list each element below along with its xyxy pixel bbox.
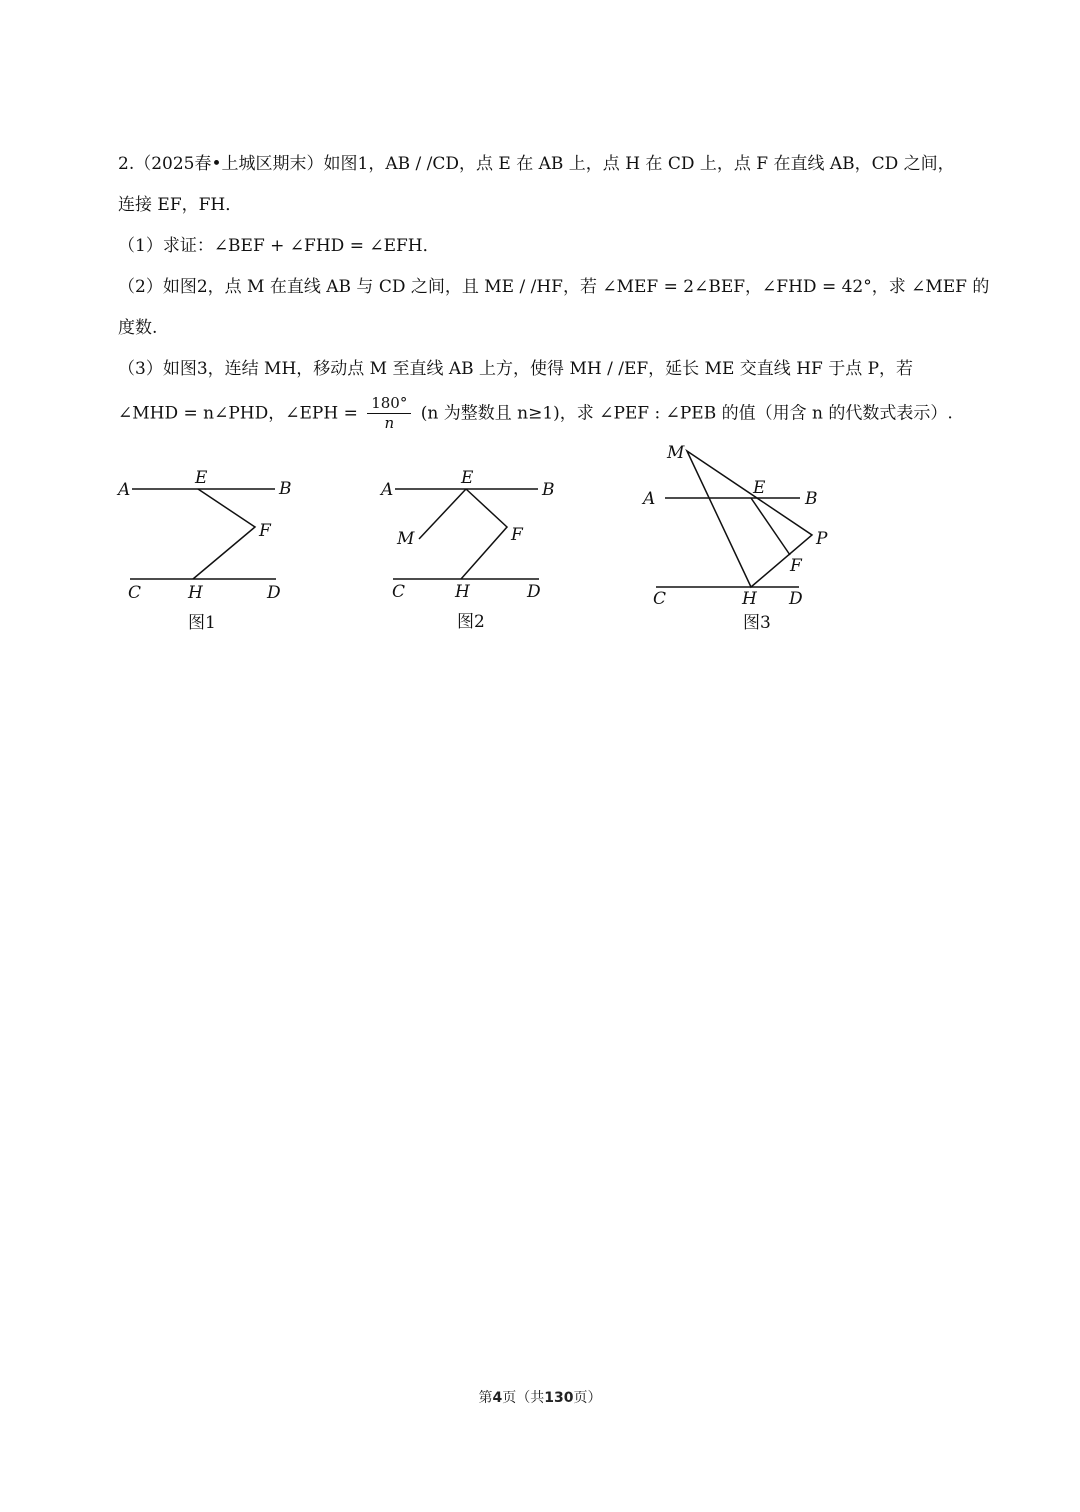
fig1-label-c: C xyxy=(128,583,142,603)
fig2-label-e: E xyxy=(461,468,474,488)
fig1-label-h: H xyxy=(188,583,203,603)
footer-total-pages: 130 xyxy=(544,1390,574,1406)
problem-part-3-line-b xyxy=(118,394,968,440)
problem-part-2-line-a: （2）如图2，点 M 在直线 AB 与 CD 之间，且 ME / /HF，若 ∠MEF = 2∠BEF，∠FHD = 42°，求 ∠MEF 的 xyxy=(118,277,990,297)
fig3-label-f: F xyxy=(790,556,802,576)
fig1-path-efh xyxy=(193,489,255,579)
fig3-label-d: D xyxy=(789,589,803,609)
fig2-caption: 图2 xyxy=(457,612,485,632)
fig2-label-a: A xyxy=(381,480,394,500)
fig3-label-m: M xyxy=(667,443,685,463)
figure-3-labels xyxy=(641,443,828,633)
fig2-path-efh xyxy=(461,489,507,579)
problem-part-1: （1）求证：∠BEF + ∠FHD = ∠EFH． xyxy=(118,236,440,256)
footer-prefix: 第 xyxy=(478,1390,493,1406)
footer-middle: 页（共 xyxy=(502,1390,545,1406)
fraction-numerator: 180° xyxy=(367,394,411,414)
part3-text-post: (n 为整数且 n≥1)，求 ∠PEF : ∠PEB 的值（用含 n 的代数式表示）. xyxy=(420,403,953,424)
fig1-label-e: E xyxy=(195,468,208,488)
fig3-label-h: H xyxy=(742,589,757,609)
figure-3 xyxy=(656,451,812,587)
problem-line-1: 2.（2025春•上城区期末）如图1，AB / /CD，点 E 在 AB 上，点 H 在 CD 上，点 F 在直线 AB，CD 之间， xyxy=(118,154,955,174)
footer-suffix: 页） xyxy=(573,1390,602,1406)
figure-1 xyxy=(130,489,276,579)
fig2-label-h: H xyxy=(455,582,470,602)
fig3-label-e: E xyxy=(753,478,766,498)
fig1-label-d: D xyxy=(267,583,281,603)
fig3-caption: 图3 xyxy=(743,613,771,633)
fig3-label-p: P xyxy=(816,529,828,549)
figure-2-labels xyxy=(379,468,555,632)
fig3-label-a: A xyxy=(643,489,656,509)
problem-line-2: 连接 EF，FH． xyxy=(118,195,243,215)
fig3-label-b: B xyxy=(805,489,818,509)
page-footer xyxy=(0,1387,1080,1407)
fig2-label-m: M xyxy=(397,529,415,549)
part3-text-pre: ∠MHD = n∠PHD，∠EPH = xyxy=(118,403,358,424)
problem-part-3-line-a: （3）如图3，连结 MH，移动点 M 至直线 AB 上方，使得 MH / /EF，延长 ME 交直线 HF 于点 P，若 xyxy=(118,359,914,379)
fig1-label-a: A xyxy=(118,480,131,500)
fraction-denominator: n xyxy=(384,414,395,432)
fig2-label-f: F xyxy=(511,525,523,545)
problem-part-2-line-b: 度数. xyxy=(118,318,158,338)
fig2-label-b: B xyxy=(542,480,555,500)
fig1-label-b: B xyxy=(279,479,292,499)
fig2-label-d: D xyxy=(527,582,541,602)
figures-row xyxy=(110,438,850,652)
figures-svg xyxy=(110,438,850,648)
fig1-label-f: F xyxy=(259,521,271,541)
fig2-line-em xyxy=(419,489,466,539)
footer-page-number: 4 xyxy=(492,1390,503,1406)
fig2-label-c: C xyxy=(392,582,406,602)
fig1-caption: 图1 xyxy=(188,613,216,633)
fig3-label-c: C xyxy=(653,589,667,609)
fraction-180-over-n xyxy=(367,394,411,433)
